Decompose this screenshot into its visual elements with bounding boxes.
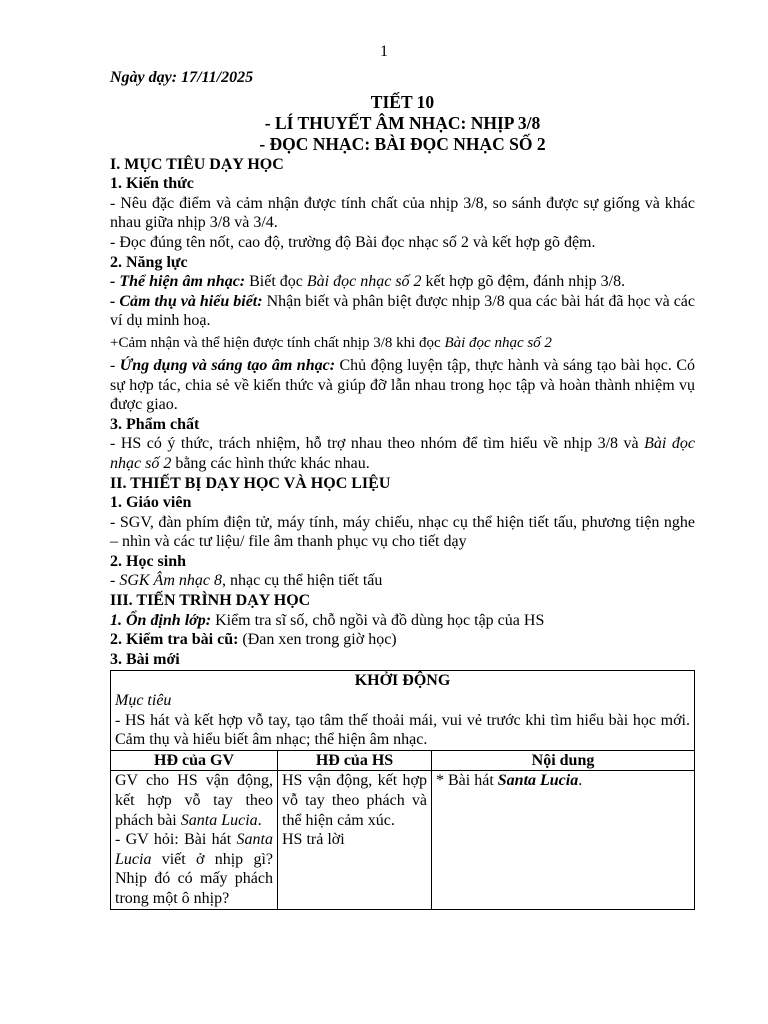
- student-activity-2: HS trả lời: [282, 831, 345, 849]
- competence-item-4: - Ứng dụng và sáng tạo âm nhạc: Chủ động luyện tập, thực hành và sáng tạo bài học. Có sự hợp tác, chia sẻ về kiến thức và giúp đỡ lẫn nhau trong học tập và hoàn thành nhiệm vụ được giao.: [110, 356, 695, 414]
- competence-item-1-lead: - Thể hiện âm nhạc:: [110, 273, 246, 291]
- song-title: Santa Lucia: [497, 772, 579, 790]
- lesson-plan-content: [110, 68, 695, 910]
- competence-item-2: - Cảm thụ và hiểu biết: Nhận biết và phân biệt được nhịp 3/8 qua các bài hát đã học và các ví dụ minh hoạ.: [110, 292, 696, 330]
- warmup-title: KHỞI ĐỘNG: [354, 672, 451, 690]
- column-header-teacher: HĐ của GV: [111, 750, 278, 771]
- class-organization: 1. Ổn định lớp: Kiểm tra sĩ số, chỗ ngồi và đồ dùng học tập của HS: [110, 611, 545, 629]
- qualities-item-1: - HS có ý thức, trách nhiệm, hỗ trợ nhau theo nhóm để tìm hiểu về nhịp 3/8 và Bài đọc nhạc số 2 bằng các hình thức khác nhau.: [110, 435, 695, 472]
- teacher-activity-cell: [111, 771, 278, 909]
- lesson-title: TIẾT 10: [370, 91, 435, 112]
- section-heading-objectives: I. MỤC TIÊU DẠY HỌC: [110, 155, 284, 173]
- student-activity-1: HS vận động, kết hợp vỗ tay theo phách và thể hiện cảm xúc.: [282, 772, 427, 829]
- knowledge-item-1: - Nêu đặc điểm và cảm nhận được tính chất của nhịp 3/8, so sánh được sự giống và khác nhau giữa nhịp 3/8 và 3/4.: [110, 194, 695, 232]
- old-lesson-check: 2. Kiểm tra bài cũ: (Đan xen trong giờ học): [110, 631, 397, 649]
- page-number: 1: [380, 43, 388, 60]
- lesson-subtitle-reading: - ĐỌC NHẠC: BÀI ĐỌC NHẠC SỐ 2: [259, 133, 546, 154]
- subheading-qualities: 3. Phẩm chất: [110, 415, 200, 433]
- teacher-equipment: - SGV, đàn phím điện tử, máy tính, máy chiếu, nhạc cụ thể hiện tiết tấu, phương tiện nghe – nhìn và các tư liệu/ file âm thanh phục vụ cho tiết dạy: [110, 513, 695, 551]
- section-heading-process: III. TIẾN TRÌNH DẠY HỌC: [110, 592, 311, 610]
- objective-label: Mục tiêu: [115, 692, 172, 710]
- subheading-teacher: 1. Giáo viên: [110, 494, 192, 512]
- competence-item-1: - Thể hiện âm nhạc: Biết đọc Bài đọc nhạc số 2 kết hợp gõ đệm, đánh nhịp 3/8.: [110, 273, 626, 291]
- teacher-activity-1: GV cho HS vận động, kết hợp vỗ tay theo phách bài Santa Lucia.: [115, 772, 273, 829]
- student-equipment: - SGK Âm nhạc 8, nhạc cụ thể hiện tiết tấu: [110, 572, 383, 590]
- lesson-subtitle-theory: - LÍ THUYẾT ÂM NHẠC: NHỊP 3/8: [264, 112, 541, 133]
- subheading-knowledge: 1. Kiến thức: [110, 175, 194, 193]
- teacher-activity-2: - GV hỏi: Bài hát Santa Lucia viết ở nhịp gì? Nhịp đó có mấy phách trong một ô nhịp?: [115, 831, 273, 907]
- column-header-content: Nội dung: [432, 750, 695, 771]
- teaching-date: Ngày dạy: 17/11/2025: [110, 69, 254, 86]
- new-lesson-heading: 3. Bài mới: [110, 650, 180, 668]
- section-heading-equipment: II. THIẾT BỊ DẠY HỌC VÀ HỌC LIỆU: [110, 474, 391, 492]
- knowledge-item-2: - Đọc đúng tên nốt, cao độ, trường độ Bài đọc nhạc số 2 và kết hợp gõ đệm.: [110, 233, 596, 251]
- competence-item-2-lead: - Cảm thụ và hiểu biết:: [110, 292, 263, 310]
- competence-item-4-lead: Ứng dụng và sáng tạo âm nhạc:: [119, 356, 336, 374]
- warmup-table-header: [111, 671, 695, 750]
- competence-item-3: +Cảm nhận và thể hiện được tính chất nhịp 3/8 khi đọc Bài đọc nhạc số 2: [110, 334, 552, 351]
- subheading-student: 2. Học sinh: [110, 552, 187, 570]
- content-cell: * Bài hát Santa Lucia.: [432, 771, 695, 909]
- warmup-table: [110, 670, 695, 909]
- objective-text: - HS hát và kết hợp vỗ tay, tạo tâm thế thoải mái, vui vẻ trước khi tìm hiểu bài học mới. Cảm thụ và hiểu biết âm nhạc; thể hiện âm nhạc.: [115, 711, 690, 749]
- student-activity-cell: [278, 771, 432, 909]
- subheading-competence: 2. Năng lực: [110, 253, 188, 271]
- column-header-student: HĐ của HS: [278, 750, 432, 771]
